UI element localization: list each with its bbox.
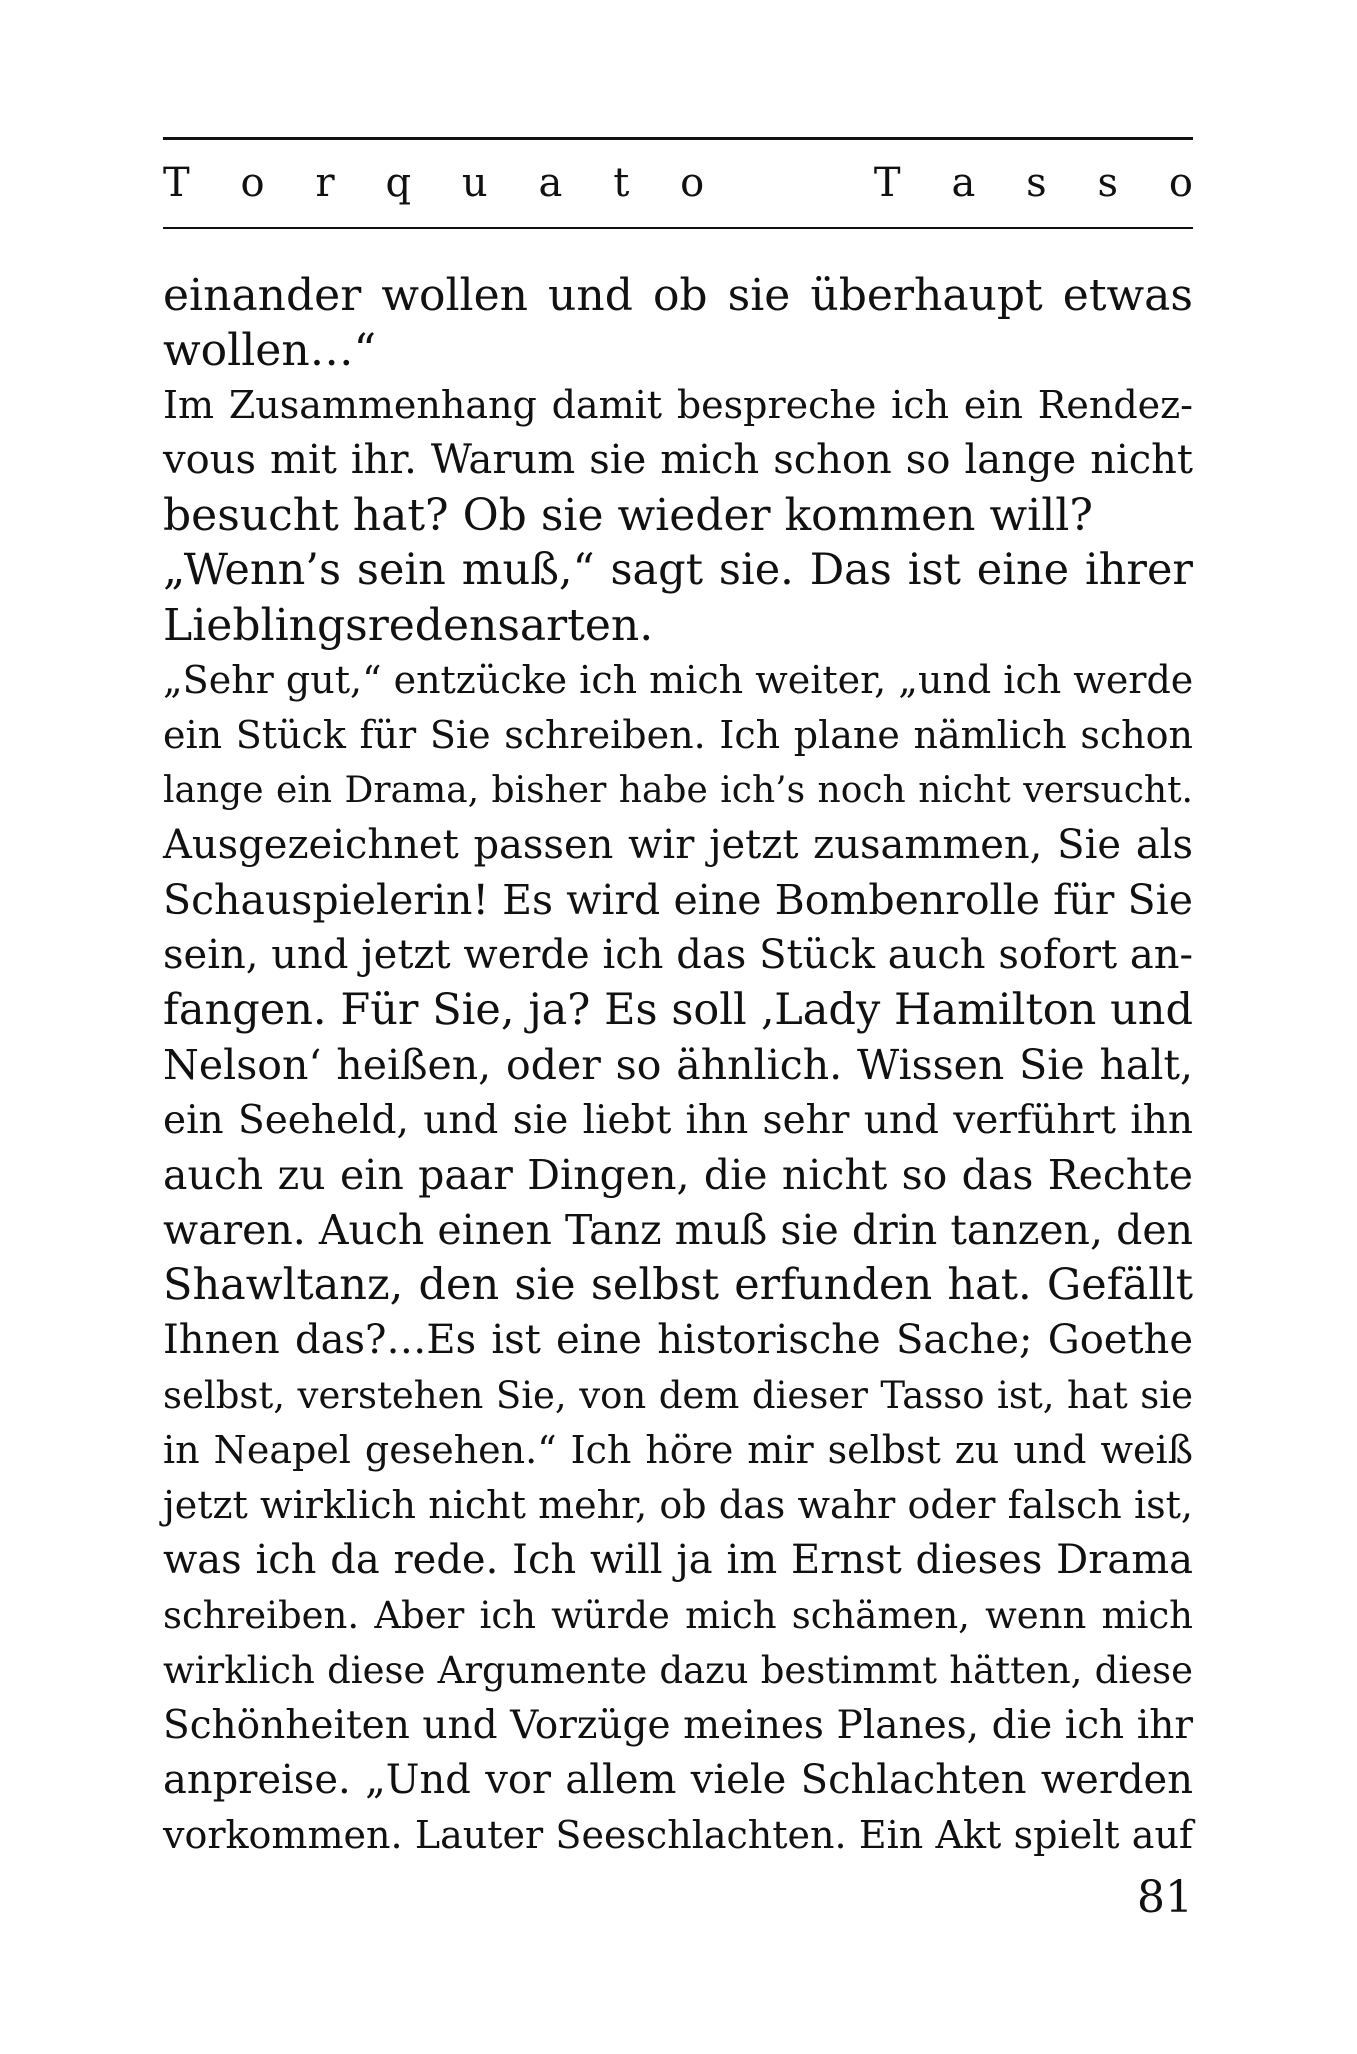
text-line: Ihnen das?…Es ist eine historische Sache; Goethe: [163, 1317, 1193, 1363]
running-head-letter: a: [951, 160, 976, 206]
header-rule-top: [163, 137, 1193, 140]
text-line: schreiben. Aber ich würde mich schämen, wenn mich: [163, 1594, 1193, 1637]
text-line: ein Stück für Sie schreiben. Ich plane nämlich schon: [163, 713, 1193, 757]
body-text: [163, 268, 1193, 1863]
text-line: einander wollen und ob sie überhaupt etwas: [163, 270, 1193, 321]
running-head-letter: a: [538, 160, 563, 206]
text-line: in Neapel gesehen.“ Ich höre mir selbst zu und weiß: [163, 1428, 1193, 1472]
running-head-letter: o: [680, 160, 705, 206]
text-line: Schönheiten und Vorzüge meines Planes, die ich ihr: [163, 1703, 1193, 1748]
text-line: was ich da rede. Ich will ja im Ernst dieses Drama: [163, 1537, 1193, 1583]
text-line: besucht hat? Ob sie wieder kommen will?: [163, 490, 1093, 541]
running-head-letter: T: [163, 160, 190, 206]
text-line: vorkommen. Lauter Seeschlachten. Ein Akt spielt auf: [163, 1813, 1193, 1857]
text-line: wollen…“: [163, 325, 377, 376]
running-head-letter: T: [873, 160, 901, 206]
text-line: vous mit ihr. Warum sie mich schon so lange nicht: [163, 437, 1193, 483]
text-line: Shawltanz, den sie selbst erfunden hat. Gefällt: [163, 1260, 1193, 1310]
text-line: jetzt wirklich nicht mehr, ob das wahr oder falsch ist,: [163, 1483, 1193, 1527]
text-line: „Sehr gut,“ entzücke ich mich weiter, „und ich werde: [163, 658, 1194, 702]
text-line: Nelson‘ heißen, oder so ähnlich. Wissen Sie halt,: [163, 1041, 1193, 1089]
text-line: Im Zusammenhang damit bespreche ich ein Rendez-: [163, 383, 1193, 427]
running-head-letter: t: [613, 160, 630, 206]
text-line: fangen. Für Sie, ja? Es soll ‚Lady Hamilton und: [163, 985, 1193, 1035]
text-line: Lieblingsredensarten.: [163, 600, 654, 651]
text-line: lange ein Drama, bisher habe ich’s noch nicht versucht.: [163, 770, 1193, 811]
text-line: anpreise. „Und vor allem viele Schlachten werden: [163, 1757, 1193, 1803]
running-head-letter: r: [315, 160, 335, 206]
header-rule-bottom: [163, 227, 1193, 229]
text-line: selbst, verstehen Sie, von dem dieser Tasso ist, hat sie: [163, 1374, 1193, 1417]
text-line: wirklich diese Argumente dazu bestimmt hätten, diese: [163, 1649, 1193, 1692]
running-head-letter: o: [1168, 160, 1193, 206]
text-line: waren. Auch einen Tanz muß sie drin tanzen, den: [163, 1206, 1193, 1254]
text-line: Schauspielerin! Es wird eine Bombenrolle für Sie: [163, 876, 1193, 924]
text-line: sein, und jetzt werde ich das Stück auch sofort an-: [163, 932, 1193, 978]
running-head-letter: o: [240, 160, 265, 206]
running-head-letter: u: [461, 160, 488, 206]
page-number: 81: [1137, 1872, 1193, 1923]
running-head: [163, 150, 1193, 216]
text-line: auch zu ein paar Dingen, die nicht so das Rechte: [163, 1151, 1193, 1199]
text-line: ein Seeheld, und sie liebt ihn sehr und verführt ihn: [163, 1098, 1193, 1143]
text-line: Ausgezeichnet passen wir jetzt zusammen, Sie als: [163, 822, 1193, 868]
running-head-letter: s: [1097, 160, 1119, 206]
running-head-letter: s: [1026, 160, 1047, 206]
running-head-letter: q: [385, 160, 412, 206]
text-line: „Wenn’s sein muß,“ sagt sie. Das ist eine ihrer: [163, 545, 1193, 595]
